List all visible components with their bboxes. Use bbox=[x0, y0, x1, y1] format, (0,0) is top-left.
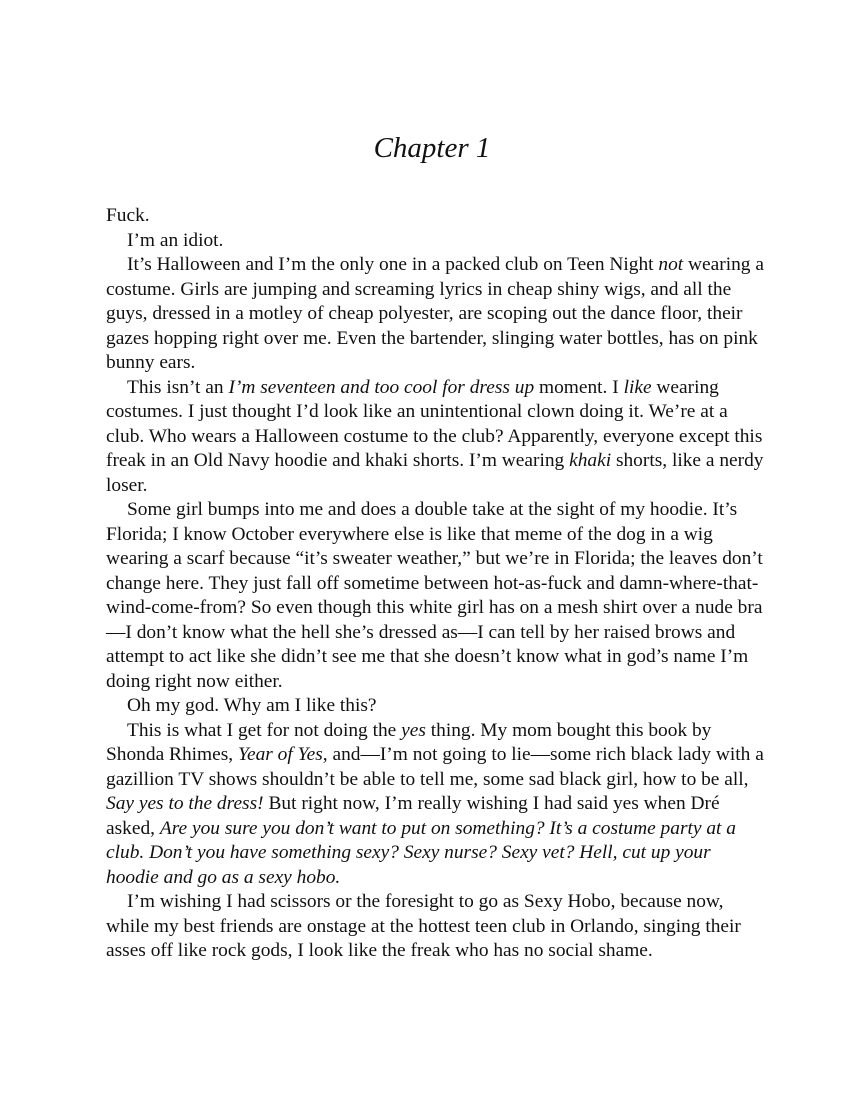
italic-text: Are you sure you don’t want to put on something? It’s a costume party at a club. Don’t you have something sexy? Sexy nurse? Sexy vet? Hell, cut up your hoodie and go as a sexy hobo. bbox=[106, 817, 736, 888]
paragraph bbox=[106, 253, 764, 376]
text-run: Fuck. bbox=[106, 205, 150, 226]
text-run: It’s Halloween and I’m the only one in a packed club on Teen Night bbox=[127, 254, 659, 275]
italic-text: khaki bbox=[569, 450, 612, 471]
paragraph bbox=[106, 694, 764, 719]
text-run: But right now, I’m really wishing I had said yes when Dré asked, bbox=[106, 793, 720, 839]
italic-text: yes bbox=[401, 719, 426, 741]
paragraph bbox=[106, 498, 764, 694]
text-run: This is what I get for not doing the bbox=[127, 719, 402, 741]
text-run: wearing costumes. I just thought I’d look like an unintentional clown doing it. We’re at a club. Who wears a Halloween costume to the club? Apparently, everyone except this freak in an Old Navy hoodie and khaki shorts. I’m wearing bbox=[106, 376, 763, 471]
italic-text: Say yes to the dress! bbox=[106, 793, 264, 814]
chapter-body bbox=[106, 204, 764, 964]
text-run: Some girl bumps into me and does a double take at the sight of my hoodie. It’s Florida; I know October everywhere else is like that meme of the dog in a wig wearing a scarf because “it’s sweater weather,” but we’re in Florida; the leaves don’t change here. They just fall off sometime between hot-as-fuck and damn-where-that-wind-come-from? So even though this white girl has on a mesh shirt over a nude bra—I don’t know what the hell she’s dressed as—I can tell by her raised brows and attempt to act like she didn’t see me that she doesn’t know what in god’s name I’m doing right now either. bbox=[106, 499, 763, 692]
text-run: , and—I’m not going to lie—some rich black lady with a gazillion TV shows shouldn’t be able to tell me, some sad black girl, how to be all, bbox=[106, 744, 764, 790]
text-run: This isn’t an bbox=[127, 376, 229, 398]
text-run: I’m wishing I had scissors or the foresight to go as Sexy Hobo, because now, while my best friends are onstage at the hottest teen club in Orlando, singing their asses off like rock gods, I look like the freak who has no social shame. bbox=[106, 891, 741, 961]
text-run: Oh my god. Why am I like this? bbox=[127, 695, 377, 716]
paragraph bbox=[106, 376, 764, 499]
paragraph bbox=[106, 229, 764, 254]
paragraph bbox=[106, 890, 764, 964]
paragraph bbox=[106, 204, 764, 229]
italic-text: like bbox=[623, 376, 652, 398]
text-run: thing. My mom bought this book by Shonda Rhimes, bbox=[106, 719, 712, 765]
italic-text: Year of Yes bbox=[237, 744, 323, 765]
text-run: shorts, like a nerdy loser. bbox=[106, 450, 764, 496]
paragraph bbox=[106, 719, 764, 891]
italic-text: not bbox=[658, 254, 684, 275]
chapter-title: Chapter 1 bbox=[373, 132, 491, 164]
italic-text: I’m seventeen and too cool for dress up bbox=[228, 376, 535, 398]
text-run: moment. I bbox=[534, 376, 624, 398]
text-run: I’m an idiot. bbox=[127, 229, 224, 251]
text-run: wearing a costume. Girls are jumping and screaming lyrics in cheap shiny wigs, and all the guys, dressed in a motley of cheap polyester, are scoping out the dance floor, their gazes hopping right over me. Even the bartender, slinging water bottles, has on pink bunny ears. bbox=[106, 254, 764, 373]
